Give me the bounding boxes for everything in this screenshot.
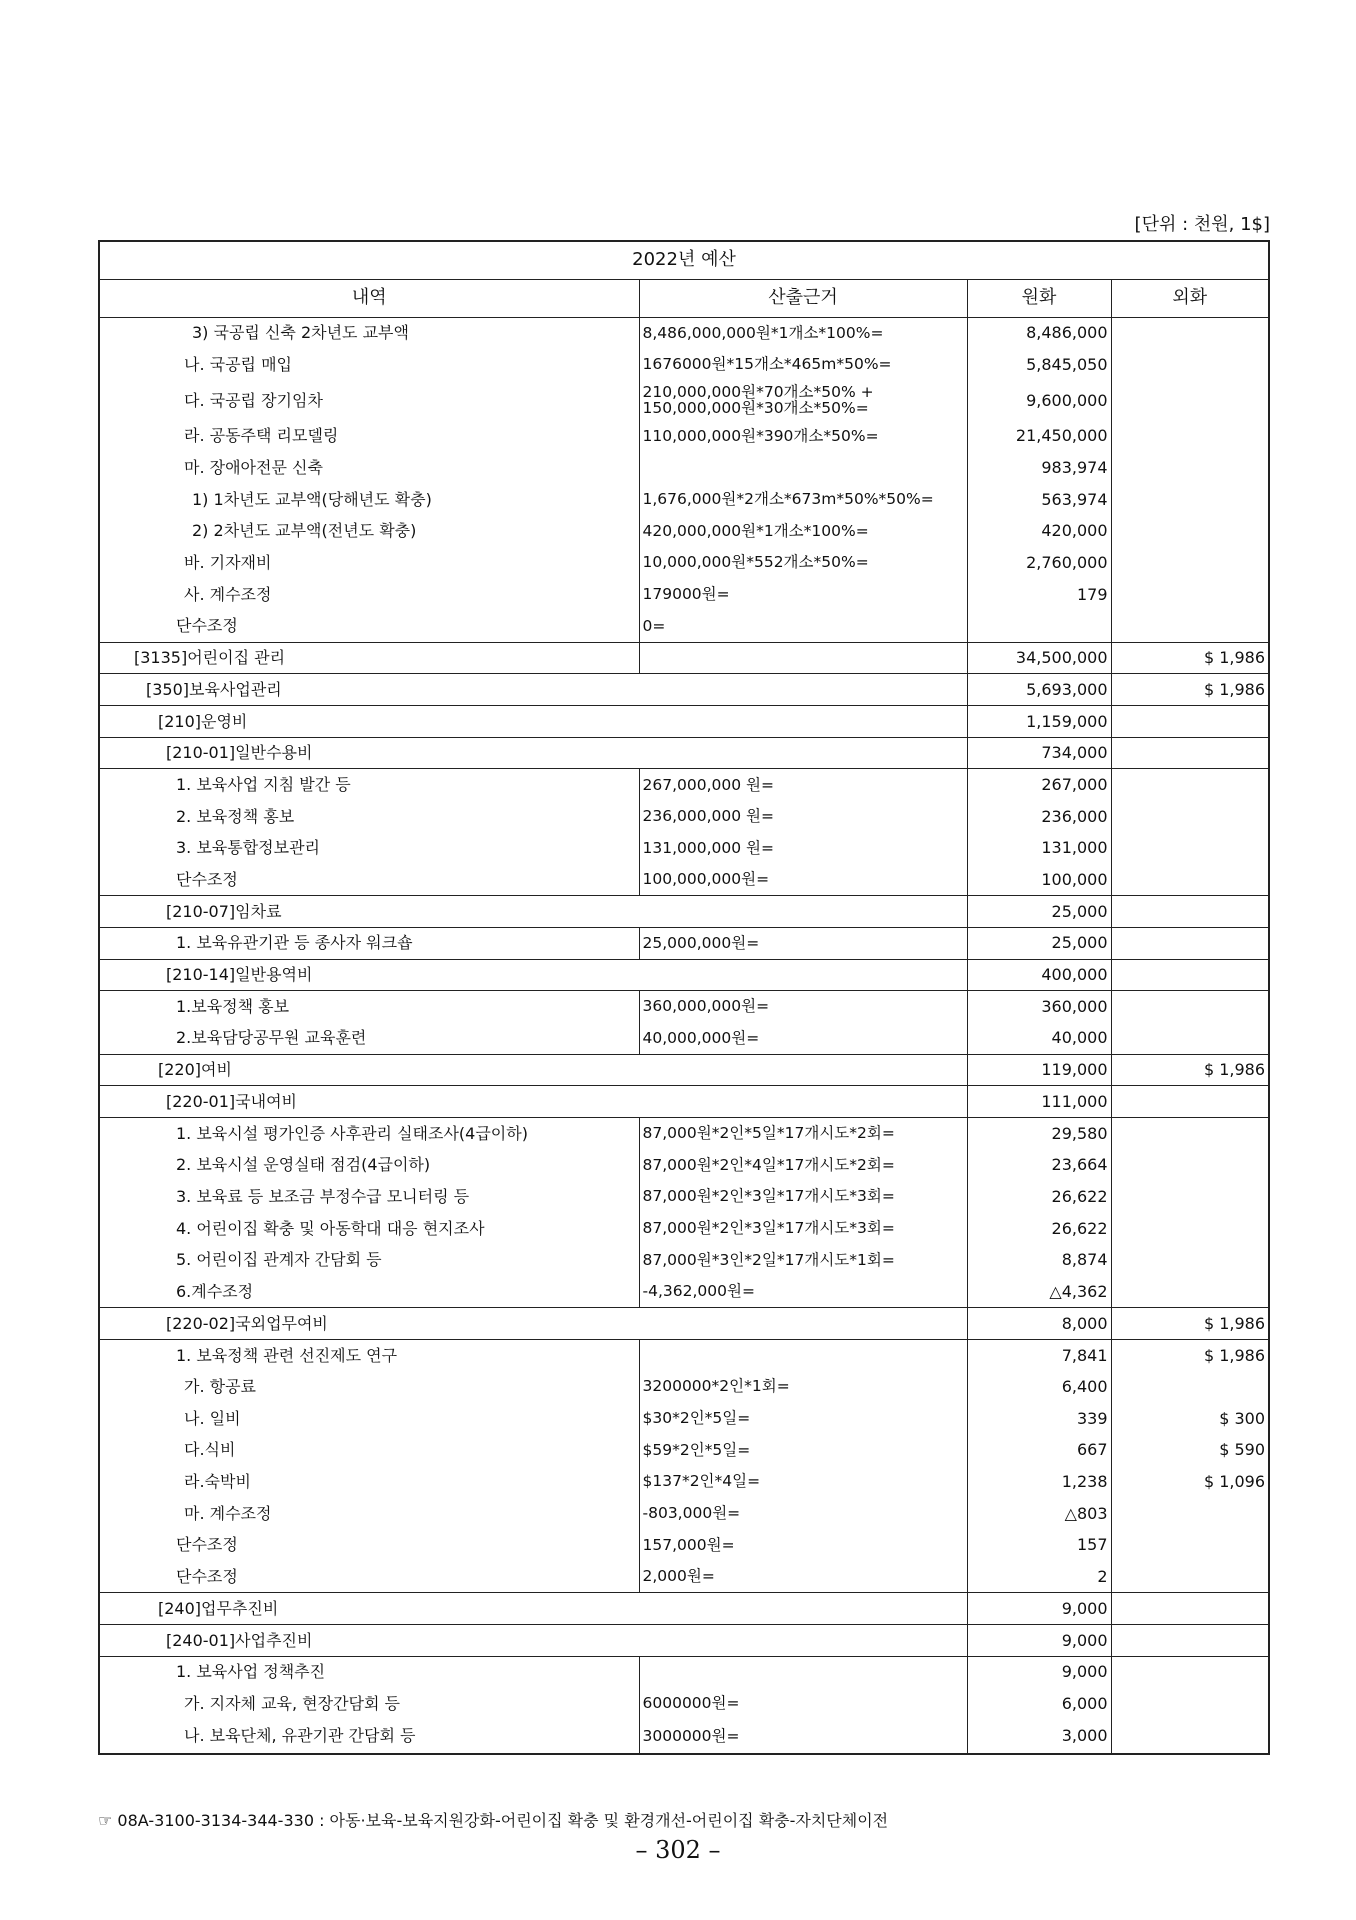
item-cell: 2. 보육정책 홍보: [176, 806, 295, 826]
table-row: [99, 927, 1269, 959]
column-header-krw: 원화: [967, 279, 1111, 317]
item-cell: 바. 기자재비: [184, 553, 272, 573]
table-row: [99, 1371, 1269, 1403]
basis-cell: 179000원=: [639, 579, 967, 611]
table-row: [99, 1339, 1269, 1371]
basis-cell: 267,000,000 원=: [639, 769, 967, 801]
table-row: [99, 706, 1269, 738]
basis-cell: 8,486,000,000원*1개소*100%=: [639, 317, 967, 349]
basis-cell: 6000000원=: [639, 1688, 967, 1720]
basis-cell: $137*2인*4일=: [639, 1466, 967, 1498]
basis-cell: 100,000,000원=: [639, 864, 967, 896]
basis-cell: [639, 1656, 967, 1688]
item-cell: 다. 국공립 장기임차: [184, 390, 323, 410]
krw-cell: 734,000: [967, 737, 1111, 769]
item-cell: 가. 지자체 교육, 현장간담회 등: [184, 1693, 400, 1713]
fx-cell: [1111, 959, 1269, 991]
krw-cell: 1,238: [967, 1466, 1111, 1498]
krw-cell: △803: [967, 1498, 1111, 1530]
krw-cell: 6,000: [967, 1688, 1111, 1720]
krw-cell: 111,000: [967, 1086, 1111, 1118]
fx-cell: [1111, 1276, 1269, 1308]
table-row: [99, 1625, 1269, 1657]
table-row: [99, 1244, 1269, 1276]
krw-cell: 119,000: [967, 1054, 1111, 1086]
item-cell: 나. 일비: [184, 1408, 241, 1428]
basis-cell: [639, 452, 967, 484]
fx-cell: [1111, 515, 1269, 547]
item-cell: 4. 어린이집 확충 및 아동학대 대응 현지조사: [176, 1218, 485, 1238]
fx-cell: [1111, 706, 1269, 738]
item-cell: 단수조정: [176, 616, 238, 636]
basis-cell: 360,000,000원=: [639, 991, 967, 1023]
fx-cell: [1111, 1529, 1269, 1561]
table-row: [99, 1213, 1269, 1245]
item-cell: [220-02]국외업무여비: [99, 1308, 967, 1340]
basis-cell: 110,000,000원*390개소*50%=: [639, 420, 967, 452]
krw-cell: 5,845,050: [967, 349, 1111, 381]
fx-cell: [1111, 1149, 1269, 1181]
fx-cell: [1111, 1181, 1269, 1213]
krw-cell: 100,000: [967, 864, 1111, 896]
table-row: [99, 1308, 1269, 1340]
fx-cell: [1111, 452, 1269, 484]
budget-year-title: 2022년 예산: [99, 241, 1269, 279]
basis-cell: [639, 1339, 967, 1371]
basis-cell: 420,000,000원*1개소*100%=: [639, 515, 967, 547]
krw-cell: 5,693,000: [967, 674, 1111, 706]
footnote: ☞ 08A-3100-3134-344-330 : 아동·보육-보육지원강화-어린이집 확충 및 환경개선-어린이집 확충-자치단체이전: [98, 1811, 889, 1830]
fx-cell: [1111, 420, 1269, 452]
item-cell: 단수조정: [176, 869, 238, 889]
item-cell: [220-01]국내여비: [99, 1086, 967, 1118]
table-row: [99, 1054, 1269, 1086]
basis-cell: 2,000원=: [639, 1561, 967, 1593]
basis-cell: -803,000원=: [639, 1498, 967, 1530]
table-row: [99, 1498, 1269, 1530]
fx-cell: [1111, 896, 1269, 928]
krw-cell: 563,974: [967, 484, 1111, 516]
basis-cell: 25,000,000원=: [639, 927, 967, 959]
table-row: [99, 737, 1269, 769]
table-row: [99, 420, 1269, 452]
item-cell: 5. 어린이집 관계자 간담회 등: [176, 1250, 382, 1270]
fx-cell: [1111, 1593, 1269, 1625]
table-row: [99, 1149, 1269, 1181]
basis-cell: 210,000,000원*70개소*50% + 150,000,000원*30개소*50%=: [639, 380, 967, 420]
krw-cell: 3,000: [967, 1720, 1111, 1754]
fx-cell: $ 1,986: [1111, 1339, 1269, 1371]
item-cell: 2. 보육시설 운영실태 점검(4급이하): [176, 1155, 431, 1175]
krw-cell: 40,000: [967, 1022, 1111, 1054]
table-row: [99, 515, 1269, 547]
table-row: [99, 317, 1269, 349]
basis-cell: $30*2인*5일=: [639, 1403, 967, 1435]
krw-cell: 9,600,000: [967, 380, 1111, 420]
basis-cell: $59*2인*5일=: [639, 1434, 967, 1466]
item-cell: [220]여비: [99, 1054, 967, 1086]
item-cell: 1. 보육정책 관련 선진제도 연구: [99, 1339, 639, 1371]
krw-cell: 7,841: [967, 1339, 1111, 1371]
krw-cell: 21,450,000: [967, 420, 1111, 452]
table-row: [99, 1276, 1269, 1308]
item-cell: 단수조정: [176, 1535, 238, 1555]
fx-cell: [1111, 1213, 1269, 1245]
fx-cell: [1111, 1371, 1269, 1403]
krw-cell: 8,486,000: [967, 317, 1111, 349]
krw-cell: 236,000: [967, 801, 1111, 833]
item-cell: 1. 보육유관기관 등 종사자 워크숍: [99, 927, 639, 959]
table-row: [99, 1688, 1269, 1720]
krw-cell: 26,622: [967, 1213, 1111, 1245]
fx-cell: [1111, 1086, 1269, 1118]
fx-cell: [1111, 737, 1269, 769]
item-cell: 라. 공동주택 리모델링: [184, 426, 339, 446]
table-row: [99, 380, 1269, 420]
basis-cell: 87,000원*3인*2일*17개시도*1회=: [639, 1244, 967, 1276]
item-cell: [3135]어린이집 관리: [99, 642, 639, 674]
item-cell: 다.식비: [184, 1440, 236, 1460]
table-row: [99, 349, 1269, 381]
basis-cell: 87,000원*2인*3일*17개시도*3회=: [639, 1181, 967, 1213]
fx-cell: [1111, 927, 1269, 959]
fx-cell: [1111, 1244, 1269, 1276]
basis-cell: 1,676,000원*2개소*673m*50%*50%=: [639, 484, 967, 516]
table-row: [99, 1181, 1269, 1213]
fx-cell: [1111, 1498, 1269, 1530]
krw-cell: 23,664: [967, 1149, 1111, 1181]
krw-cell: 6,400: [967, 1371, 1111, 1403]
item-cell: 6.계수조정: [176, 1281, 254, 1301]
krw-cell: 360,000: [967, 991, 1111, 1023]
budget-table: [98, 240, 1270, 1755]
item-cell: 3) 국공립 신축 2차년도 교부액: [192, 323, 409, 343]
krw-cell: 29,580: [967, 1118, 1111, 1150]
krw-cell: 157: [967, 1529, 1111, 1561]
table-row: [99, 611, 1269, 643]
item-cell: [210]운영비: [99, 706, 967, 738]
fx-cell: $ 590: [1111, 1434, 1269, 1466]
krw-cell: [967, 611, 1111, 643]
item-cell: 단수조정: [176, 1566, 238, 1586]
krw-cell: 9,000: [967, 1625, 1111, 1657]
column-header-fx: 외화: [1111, 279, 1269, 317]
item-cell: [210-07]임차료: [99, 896, 967, 928]
table-row: [99, 1466, 1269, 1498]
table-row: [99, 452, 1269, 484]
fx-cell: $ 1,096: [1111, 1466, 1269, 1498]
fx-cell: [1111, 579, 1269, 611]
fx-cell: [1111, 1656, 1269, 1688]
basis-cell: 3200000*2인*1회=: [639, 1371, 967, 1403]
basis-cell: 10,000,000원*552개소*50%=: [639, 547, 967, 579]
page-number: – 302 –: [635, 1836, 721, 1864]
item-cell: [350]보육사업관리: [99, 674, 967, 706]
column-header-basis: 산출근거: [639, 279, 967, 317]
krw-cell: 34,500,000: [967, 642, 1111, 674]
unit-label: [단위 : 천원, 1$]: [1134, 214, 1270, 235]
basis-cell: 1676000원*15개소*465m*50%=: [639, 349, 967, 381]
krw-cell: 2: [967, 1561, 1111, 1593]
item-cell: 3. 보육통합정보관리: [176, 838, 320, 858]
krw-cell: △4,362: [967, 1276, 1111, 1308]
item-cell: 라.숙박비: [184, 1472, 251, 1492]
item-cell: 가. 항공료: [184, 1377, 256, 1397]
krw-cell: 2,760,000: [967, 547, 1111, 579]
table-row: [99, 674, 1269, 706]
basis-cell: 87,000원*2인*3일*17개시도*3회=: [639, 1213, 967, 1245]
fx-cell: [1111, 1688, 1269, 1720]
basis-cell: 157,000원=: [639, 1529, 967, 1561]
table-row: [99, 801, 1269, 833]
basis-cell: 3000000원=: [639, 1720, 967, 1754]
item-cell: 사. 계수조정: [184, 584, 272, 604]
item-cell: 2.보육담당공무원 교육훈련: [176, 1028, 367, 1048]
table-row: [99, 991, 1269, 1023]
krw-cell: 26,622: [967, 1181, 1111, 1213]
basis-cell: 87,000원*2인*4일*17개시도*2회=: [639, 1149, 967, 1181]
fx-cell: [1111, 547, 1269, 579]
krw-cell: 9,000: [967, 1656, 1111, 1688]
krw-cell: 420,000: [967, 515, 1111, 547]
item-cell: 3. 보육료 등 보조금 부정수급 모니터링 등: [176, 1186, 470, 1206]
item-cell: 나. 보육단체, 유관기관 간담회 등: [184, 1726, 416, 1746]
fx-cell: [1111, 1022, 1269, 1054]
fx-cell: $ 300: [1111, 1403, 1269, 1435]
krw-cell: 25,000: [967, 927, 1111, 959]
krw-cell: 983,974: [967, 452, 1111, 484]
fx-cell: [1111, 317, 1269, 349]
fx-cell: $ 1,986: [1111, 1054, 1269, 1086]
table-row: [99, 642, 1269, 674]
table-row: [99, 1656, 1269, 1688]
table-header-row: [99, 279, 1269, 317]
basis-cell: 0=: [639, 611, 967, 643]
fx-cell: [1111, 484, 1269, 516]
table-row: [99, 1561, 1269, 1593]
krw-cell: 8,000: [967, 1308, 1111, 1340]
table-row: [99, 832, 1269, 864]
item-cell: 1. 보육사업 지침 발간 등: [99, 769, 639, 801]
basis-cell: -4,362,000원=: [639, 1276, 967, 1308]
table-row: [99, 547, 1269, 579]
item-cell: 마. 장애아전문 신축: [184, 458, 323, 478]
basis-cell: 236,000,000 원=: [639, 801, 967, 833]
table-row: [99, 579, 1269, 611]
krw-cell: 179: [967, 579, 1111, 611]
table-row: [99, 484, 1269, 516]
fx-cell: [1111, 1118, 1269, 1150]
basis-cell: [639, 642, 967, 674]
fx-cell: [1111, 380, 1269, 420]
item-cell: 1. 보육사업 정책추진: [99, 1656, 639, 1688]
fx-cell: [1111, 832, 1269, 864]
fx-cell: $ 1,986: [1111, 1308, 1269, 1340]
item-cell: [240]업무추진비: [99, 1593, 967, 1625]
table-row: [99, 1720, 1269, 1754]
fx-cell: [1111, 1625, 1269, 1657]
fx-cell: [1111, 1561, 1269, 1593]
item-cell: 1.보육정책 홍보: [99, 991, 639, 1023]
basis-cell: 131,000,000 원=: [639, 832, 967, 864]
table-row: [99, 1403, 1269, 1435]
basis-cell: 40,000,000원=: [639, 1022, 967, 1054]
krw-cell: 9,000: [967, 1593, 1111, 1625]
table-title-row: [99, 241, 1269, 279]
fx-cell: $ 1,986: [1111, 674, 1269, 706]
column-header-item: 내역: [99, 279, 639, 317]
table-row: [99, 1529, 1269, 1561]
item-cell: 1) 1차년도 교부액(당해년도 확충): [192, 489, 432, 509]
item-cell: [210-01]일반수용비: [99, 737, 967, 769]
krw-cell: 8,874: [967, 1244, 1111, 1276]
krw-cell: 267,000: [967, 769, 1111, 801]
item-cell: 1. 보육시설 평가인증 사후관리 실태조사(4급이하): [99, 1118, 639, 1150]
table-row: [99, 1593, 1269, 1625]
basis-cell: 87,000원*2인*5일*17개시도*2회=: [639, 1118, 967, 1150]
krw-cell: 25,000: [967, 896, 1111, 928]
krw-cell: 339: [967, 1403, 1111, 1435]
fx-cell: [1111, 801, 1269, 833]
krw-cell: 131,000: [967, 832, 1111, 864]
krw-cell: 667: [967, 1434, 1111, 1466]
table-row: [99, 1022, 1269, 1054]
fx-cell: $ 1,986: [1111, 642, 1269, 674]
table-row: [99, 1118, 1269, 1150]
item-cell: 나. 국공립 매입: [184, 354, 292, 374]
table-row: [99, 959, 1269, 991]
fx-cell: [1111, 991, 1269, 1023]
item-cell: [210-14]일반용역비: [99, 959, 967, 991]
item-cell: [240-01]사업추진비: [99, 1625, 967, 1657]
table-row: [99, 769, 1269, 801]
fx-cell: [1111, 769, 1269, 801]
fx-cell: [1111, 349, 1269, 381]
table-row: [99, 1086, 1269, 1118]
item-cell: 마. 계수조정: [184, 1503, 272, 1523]
fx-cell: [1111, 611, 1269, 643]
fx-cell: [1111, 1720, 1269, 1754]
item-cell: 2) 2차년도 교부액(전년도 확충): [192, 521, 417, 541]
table-row: [99, 864, 1269, 896]
table-row: [99, 1434, 1269, 1466]
fx-cell: [1111, 864, 1269, 896]
table-row: [99, 896, 1269, 928]
krw-cell: 1,159,000: [967, 706, 1111, 738]
krw-cell: 400,000: [967, 959, 1111, 991]
